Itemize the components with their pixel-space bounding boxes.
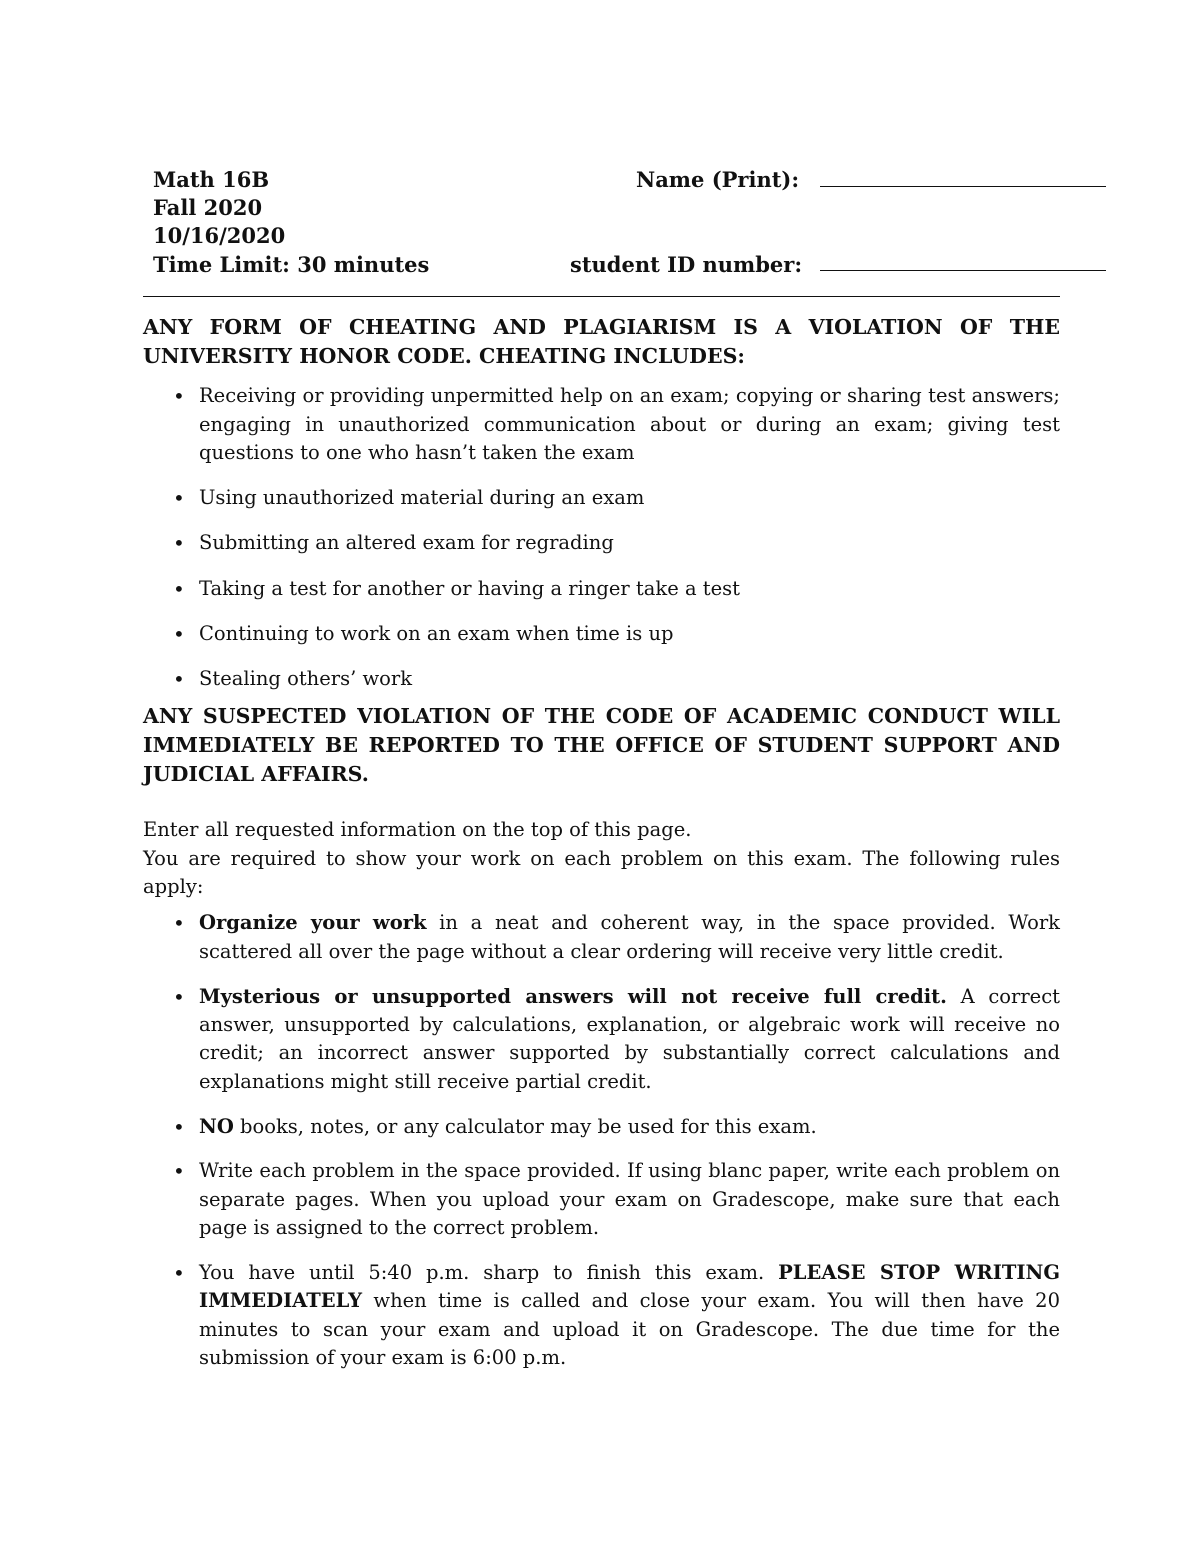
- report-warning: ANY SUSPECTED VIOLATION OF THE CODE OF ACADEMIC CONDUCT WILL IMMEDIATELY BE REPORTED TO THE OFFICE OF STUDENT SUPPORT AND JUDICIAL AFFAIRS.: [143, 704, 1060, 786]
- name-label: Name (Print):: [636, 167, 800, 192]
- student-id-label: student ID number:: [570, 252, 803, 277]
- exam-instructions: [143, 313, 1060, 1373]
- list-item: [143, 1259, 1060, 1373]
- cheating-list: [143, 382, 1060, 693]
- rule-text: You have until 5:40 p.m. sharp to finish this exam.: [199, 1261, 779, 1285]
- rule-text: Write each problem in the space provided. If using blanc paper, write each problem on separate pages. When you upload your exam on Gradescope, make sure that each page is assigned to the correct problem.: [199, 1159, 1060, 1240]
- list-item: • Receiving or providing unpermitted help on an exam; copying or sharing test answers; engaging in unauthorized communication about or during an exam; giving test questions to one who hasn’t taken the exam: [143, 382, 1060, 467]
- time-limit: Time Limit: 30 minutes: [153, 252, 430, 277]
- cheating-warning: ANY FORM OF CHEATING AND PLAGIARISM IS A VIOLATION OF THE UNIVERSITY HONOR CODE. CHEATING INCLUDES:: [143, 315, 1060, 368]
- list-item: [143, 983, 1060, 1097]
- instruction-line: You are required to show your work on each problem on this exam. The following rules apply:: [143, 846, 1060, 899]
- exam-date: 10/16/2020: [153, 223, 286, 248]
- list-item: • Stealing others’ work: [143, 665, 1060, 693]
- header-divider: [143, 296, 1060, 297]
- instruction-line: Enter all requested information on the top of this page.: [143, 818, 692, 842]
- list-item: • Submitting an altered exam for regrading: [143, 529, 1060, 557]
- term: Fall 2020: [153, 195, 263, 220]
- list-item: [143, 1157, 1060, 1242]
- course-name: Math 16B: [153, 167, 270, 192]
- rule-emphasis: NO: [199, 1114, 234, 1138]
- rule-text: A correct answer, unsupported by calculations, explanation, or algebraic work will receive no credit; an incorrect answer supported by substantially correct calculations and explanations might still receive partial credit.: [199, 984, 1060, 1093]
- rule-text: when time is called and close your exam. You will then have 20 minutes to scan your exam and upload it on Gradescope. The due time for the submission of your exam is 6:00 p.m.: [199, 1289, 1060, 1370]
- list-item: [143, 909, 1060, 966]
- list-item: • Continuing to work on an exam when time is up: [143, 620, 1060, 648]
- list-item: [143, 1113, 1060, 1141]
- rules-list: [143, 909, 1060, 1372]
- rule-emphasis: Mysterious or unsupported answers will not receive full credit.: [199, 984, 947, 1008]
- rule-emphasis: Organize your work: [199, 911, 427, 935]
- list-item: • Taking a test for another or having a ringer take a test: [143, 575, 1060, 603]
- rule-text: books, notes, or any calculator may be used for this exam.: [233, 1114, 817, 1138]
- rule-text: in a neat and coherent way, in the space provided. Work scattered all over the page without a clear ordering will receive very little credit.: [199, 911, 1060, 963]
- student-id-blank-line: [820, 270, 1106, 271]
- list-item: • Using unauthorized material during an exam: [143, 484, 1060, 512]
- rule-emphasis: PLEASE STOP WRITING IMMEDIATELY: [199, 1261, 1060, 1313]
- name-blank-line: [820, 186, 1106, 187]
